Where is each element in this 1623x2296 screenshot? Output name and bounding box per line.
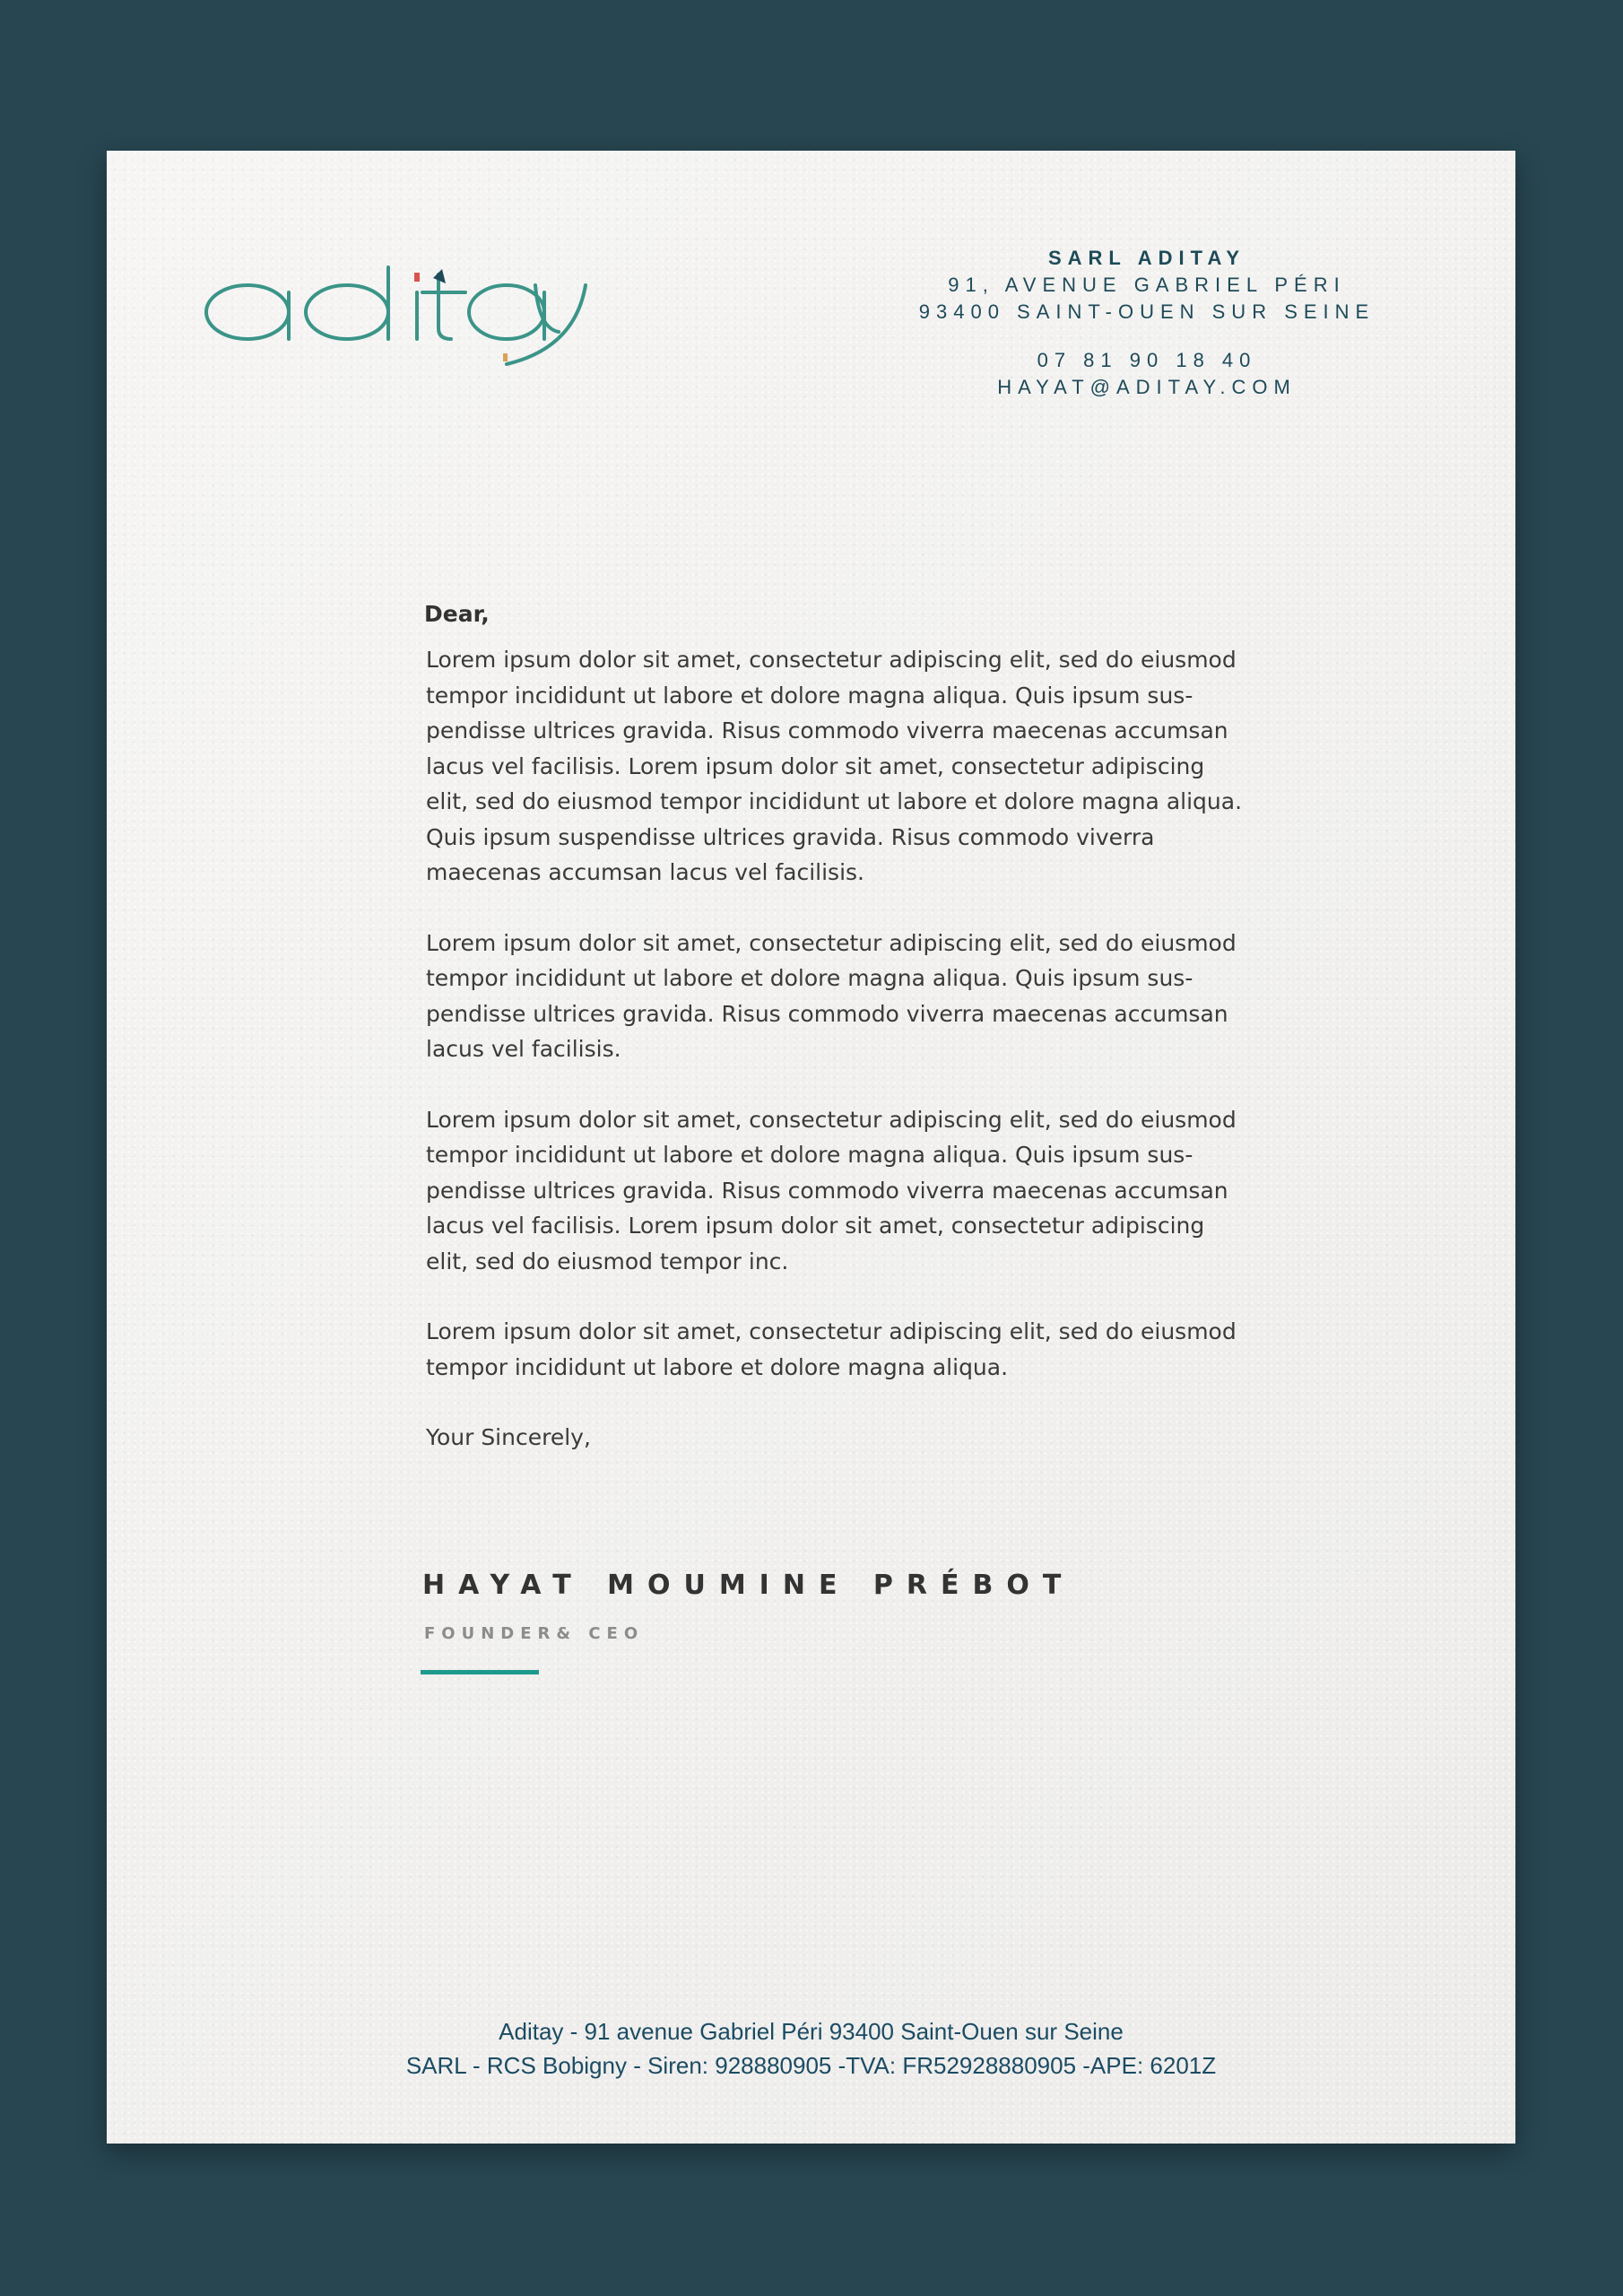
email-address: HAYAT@ADITAY.COM bbox=[997, 376, 1297, 398]
accent-divider bbox=[421, 1670, 539, 1674]
paragraph-3: Lorem ipsum dolor sit amet, consectetur adipiscing elit, sed do eiusmod tempor incididunt ut labore et dolore magna aliqua. Quis ipsum sus-pendisse ultrices gravida. Risus commodo viverra maecenas accumsan lacus vel facilisis. Lorem ipsum dolor sit amet, consectetur adipiscing elit, sed do eiusmod tempor inc. bbox=[426, 1106, 1237, 1274]
address-line-2: 93400 SAINT-OUEN SUR SEINE bbox=[918, 300, 1376, 323]
letterhead-page bbox=[107, 151, 1515, 2144]
aditay-logo bbox=[198, 265, 593, 373]
company-contact-block bbox=[806, 245, 1488, 401]
signer-name: HAYAT MOUMINE PRÉBOT bbox=[422, 1570, 1075, 1601]
footer bbox=[107, 2014, 1515, 2083]
footer-line-2: SARL - RCS Bobigny - Siren: 928880905 -TVA: FR52928880905 -APE: 6201Z bbox=[405, 2052, 1217, 2079]
paragraph-1: Lorem ipsum dolor sit amet, consectetur adipiscing elit, sed do eiusmod tempor incididunt ut labore et dolore magna aliqua. Quis ipsum sus-pendisse ultrices gravida. Risus commodo viverra maecenas accumsan lacus vel facilisis. Lorem ipsum dolor sit amet, consectetur adipiscing elit, sed do eiusmod tempor incididunt ut labore et dolore magna aliqua. Quis ipsum suspendisse ultrices gravida. Risus commodo viverra maecenas accumsan lacus vel facilisis. bbox=[426, 647, 1243, 885]
footer-line-1: Aditay - 91 avenue Gabriel Péri 93400 Saint-Ouen sur Seine bbox=[499, 2018, 1124, 2045]
signer-title: FOUNDER& CEO bbox=[424, 1624, 645, 1643]
phone-number: 07 81 90 18 40 bbox=[1037, 349, 1257, 371]
company-name: SARL ADITAY bbox=[1047, 247, 1246, 269]
address-line-1: 91, AVENUE GABRIEL PÉRI bbox=[948, 274, 1346, 296]
paragraph-4: Lorem ipsum dolor sit amet, consectetur adipiscing elit, sed do eiusmod tempor incididunt ut labore et dolore magna aliqua. bbox=[426, 1318, 1237, 1380]
paragraph-2: Lorem ipsum dolor sit amet, consectetur adipiscing elit, sed do eiusmod tempor incididunt ut labore et dolore magna aliqua. Quis ipsum sus-pendisse ultrices gravida. Risus commodo viverra maecenas accumsan lacus vel facilisis. bbox=[426, 929, 1237, 1062]
greeting: Dear, bbox=[424, 601, 490, 627]
closing: Your Sincerely, bbox=[426, 1424, 591, 1450]
letter-body bbox=[424, 599, 1249, 1455]
